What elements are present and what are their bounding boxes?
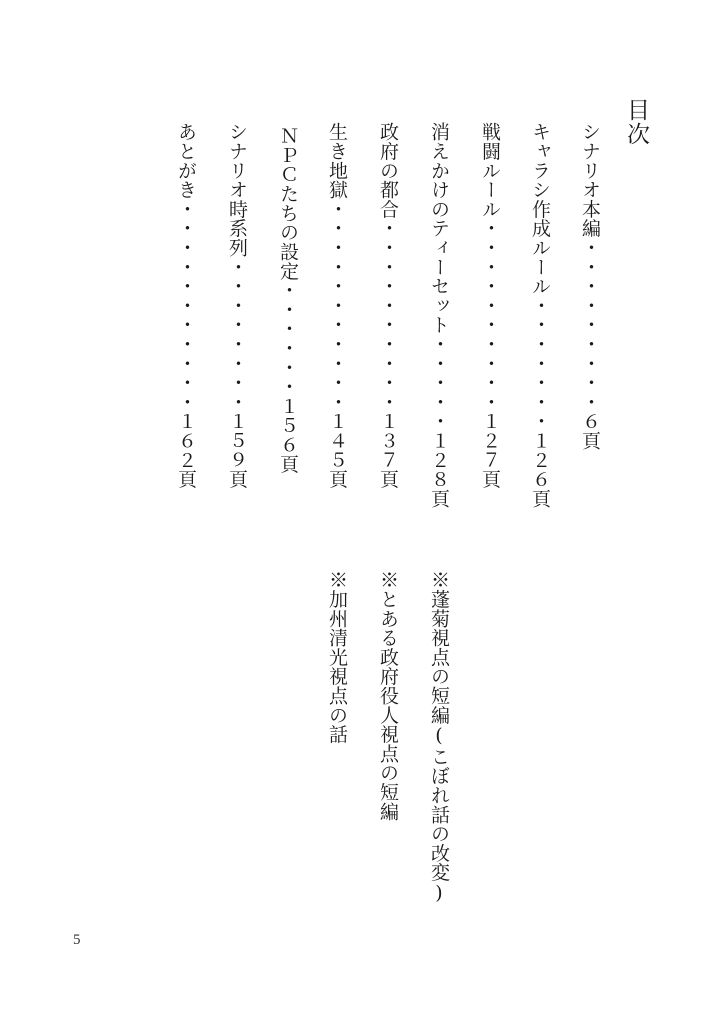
- toc-entry-combat-rules: 戦闘ルール・・・・・・・・・・１２７頁: [479, 122, 501, 489]
- toc-entry-afterword: あとがき・・・・・・・・・・・１６２頁: [175, 122, 197, 489]
- note-government-official-short-story: ※とある政府役人視点の短編: [377, 570, 399, 821]
- toc-entry-character-sheet-rules: キャラシ作成ルール・・・・・・・１２６頁: [529, 122, 551, 508]
- toc-entry-living-hell: 生き地獄・・・・・・・・・・・１４５頁: [326, 122, 348, 489]
- page-number: 5: [73, 932, 81, 948]
- note-hougiku-short-story: ※蓬菊視点の短編(こぼれ話の改変): [428, 570, 450, 905]
- toc-title: 目次: [623, 98, 649, 146]
- toc-entry-scenario-main: シナリオ本編・・・・・・・・・６頁: [579, 122, 601, 451]
- toc-entry-npc-settings: ＮＰＣたちの設定・・・・・・１５６頁: [277, 126, 299, 474]
- toc-entry-government-convenience: 政府の都合・・・・・・・・・・１３７頁: [377, 122, 399, 489]
- toc-entry-fading-tea-set: 消えかけのティーセット・・・・・１２８頁: [428, 122, 450, 508]
- note-kashu-kiyomitsu-story: ※加州清光視点の話: [326, 570, 348, 744]
- toc-entry-scenario-timeline: シナリオ時系列・・・・・・・・１５９頁: [226, 122, 248, 489]
